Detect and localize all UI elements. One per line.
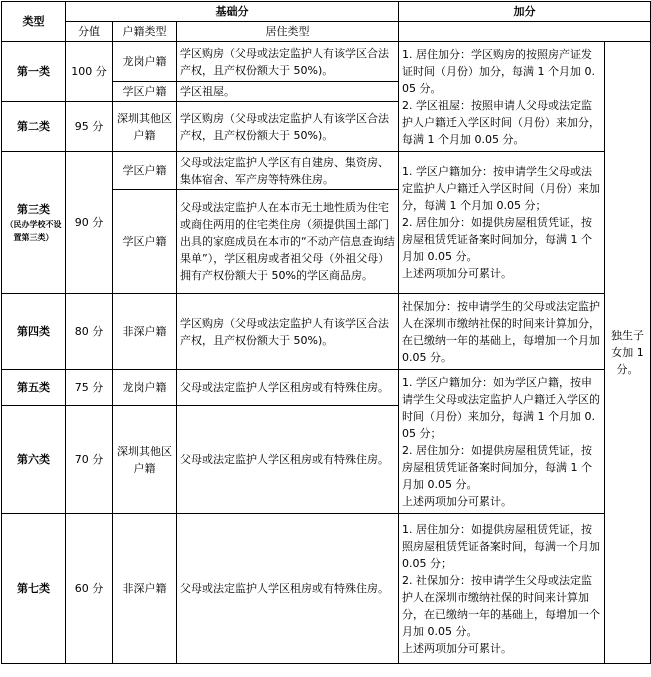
category-1-2-bonus: 1. 居住加分：学区购房的按照房产证发证时间（月份）加分，每满 1 个月加 0.05 分。 2. 学区祖屋：按照申请人父母或法定监护人户籍迁入学区时间（月份）来加分，每满 1 个月加 0.05 分。 <box>399 42 605 152</box>
header-bonus-blank <box>399 22 651 42</box>
header-bonus: 加分 <box>399 2 651 22</box>
category-2-hukou: 深圳其他区户籍 <box>113 102 177 152</box>
header-type: 类型 <box>2 2 66 42</box>
category-7-name: 第七类 <box>2 514 66 664</box>
category-2-score: 95 分 <box>66 102 113 152</box>
category-3-residence-b: 父母或法定监护人在本市无土地性质为住宅或商住两用的住宅类住房（须提供国土部门出具的家庭成员在本市的“不动产信息查询结果单”），学区租房或者祖父母（外祖父母）拥有产权份额大于 50%的学区商品房。 <box>177 190 399 294</box>
category-3-residence-a: 父母或法定监护人学区有自建房、集资房、集体宿舍、军产房等特殊住房。 <box>177 152 399 190</box>
header-hukou-type: 户籍类型 <box>113 22 177 42</box>
category-3-note: （民办学校不设置第三类） <box>5 220 62 242</box>
category-4-name: 第四类 <box>2 294 66 370</box>
category-7-bonus: 1. 居住加分：如提供房屋租赁凭证，按照房屋租赁凭证备案时间，每满一个月加 0.05 分； 2. 社保加分：按申请学生父母或法定监护人在深圳市缴纳社保的时间来计算加分，在已缴纳一年的基础上，每增加一个月加 0.05 分。 上述两项加分可累计。 <box>399 514 605 664</box>
category-5-residence: 父母或法定监护人学区租房或有特殊住房。 <box>177 370 399 406</box>
category-2-name: 第二类 <box>2 102 66 152</box>
category-6-score: 70 分 <box>66 406 113 514</box>
category-1-residence-a: 学区购房（父母或法定监护人有该学区合法产权，且产权份额大于 50%)。 <box>177 42 399 82</box>
category-6-residence: 父母或法定监护人学区租房或有特殊住房。 <box>177 406 399 514</box>
category-6-hukou: 深圳其他区户籍 <box>113 406 177 514</box>
header-basic: 基础分 <box>66 2 399 22</box>
category-6-name: 第六类 <box>2 406 66 514</box>
category-3-hukou-b: 学区户籍 <box>113 190 177 294</box>
category-5-score: 75 分 <box>66 370 113 406</box>
category-2-residence: 学区购房（父母或法定监护人有该学区合法产权，且产权份额大于 50%)。 <box>177 102 399 152</box>
category-5-hukou: 龙岗户籍 <box>113 370 177 406</box>
category-3-hukou-a: 学区户籍 <box>113 152 177 190</box>
category-5-6-bonus: 1. 学区户籍加分：如为学区户籍，按申请学生父母或法定监护人户籍迁入学区的时间（月份）来加分，每满 1 个月加 0.05 分； 2. 居住加分：如提供房屋租赁凭证，按房屋租赁凭证备案时间加分，每满 1 个月加 0.05 分。 上述两项加分可累计。 <box>399 370 605 514</box>
header-residence-type: 居住类型 <box>177 22 399 42</box>
category-3-name <box>2 152 66 294</box>
category-4-hukou: 非深户籍 <box>113 294 177 370</box>
category-7-residence: 父母或法定监护人学区租房或有特殊住房。 <box>177 514 399 664</box>
admission-score-table <box>1 1 651 664</box>
header-score: 分值 <box>66 22 113 42</box>
category-4-bonus: 社保加分：按申请学生的父母或法定监护人在深圳市缴纳社保的时间来计算加分，在已缴纳一年的基础上，每增加一个月加 0.05 分。 <box>399 294 605 370</box>
category-4-residence: 学区购房（父母或法定监护人有该学区合法产权，且产权份额大于 50%)。 <box>177 294 399 370</box>
category-3-title: 第三类 <box>17 203 50 216</box>
category-3-score: 90 分 <box>66 152 113 294</box>
category-1-name: 第一类 <box>2 42 66 102</box>
category-7-score: 60 分 <box>66 514 113 664</box>
only-child-bonus: 独生子女加 1 分。 <box>605 42 651 664</box>
category-1-score: 100 分 <box>66 42 113 102</box>
category-3-bonus: 1. 学区户籍加分：按申请学生父母或法定监护人户籍迁入学区时间（月份）来加分，每满 1 个月加 0.05 分； 2. 居住加分：如提供房屋租赁凭证，按房屋租赁凭证备案时间加分，每满 1 个月加 0.05 分。 上述两项加分可累计。 <box>399 152 605 294</box>
category-4-score: 80 分 <box>66 294 113 370</box>
category-1-hukou-a: 龙岗户籍 <box>113 42 177 82</box>
category-1-hukou-b: 学区户籍 <box>113 82 177 102</box>
category-7-hukou: 非深户籍 <box>113 514 177 664</box>
category-1-residence-b: 学区祖屋。 <box>177 82 399 102</box>
category-5-name: 第五类 <box>2 370 66 406</box>
